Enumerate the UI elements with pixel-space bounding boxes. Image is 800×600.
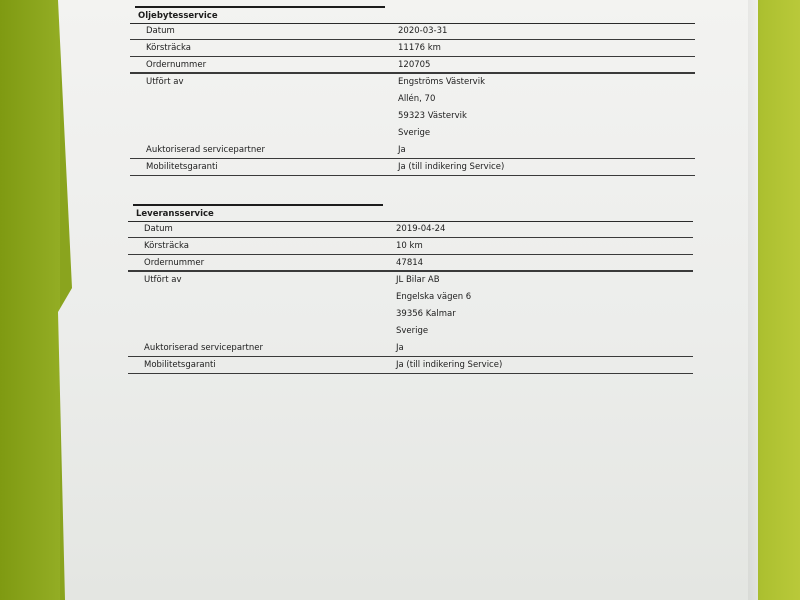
row-label: Mobilitetsgaranti	[144, 360, 216, 370]
row-mobilitetsgaranti	[128, 357, 693, 374]
address-row	[128, 323, 693, 340]
row-partner	[130, 142, 695, 159]
row-value: 10 km	[396, 241, 423, 251]
address-row	[130, 108, 695, 125]
row-label: Utfört av	[144, 275, 182, 285]
row-mobilitetsgaranti	[130, 159, 695, 176]
address-line: Engströms Västervik	[398, 77, 485, 87]
row-label: Auktoriserad servicepartner	[144, 343, 263, 353]
row-label: Körsträcka	[144, 241, 189, 251]
row-value: 120705	[398, 60, 431, 70]
row-value: Ja (till indikering Service)	[396, 360, 503, 370]
row-label: Mobilitetsgaranti	[146, 162, 218, 172]
row-divider	[130, 175, 695, 176]
row-value: 11176 km	[398, 43, 441, 53]
section-title: Leveransservice	[136, 209, 214, 219]
address-line: Engelska vägen 6	[396, 292, 472, 302]
row-utfort-av	[128, 272, 693, 289]
address-row	[130, 125, 695, 142]
row-datum	[130, 23, 695, 40]
address-row	[128, 306, 693, 323]
green-background-left	[0, 0, 60, 600]
address-line: Sverige	[398, 128, 431, 138]
header-bar	[135, 6, 385, 8]
row-label: Utfört av	[146, 77, 184, 87]
row-datum	[128, 221, 693, 238]
row-value: Ja	[398, 145, 406, 155]
row-divider	[128, 373, 693, 374]
section-title: Oljebytesservice	[138, 11, 218, 21]
row-value: 2020-03-31	[398, 26, 448, 36]
row-label: Ordernummer	[144, 258, 205, 268]
section-header	[128, 204, 693, 221]
row-ordernummer	[128, 255, 693, 272]
row-ordernummer	[130, 57, 695, 74]
row-utfort-av	[130, 74, 695, 91]
row-value: Ja	[396, 343, 404, 353]
row-value: 47814	[396, 258, 424, 268]
row-korstracka	[128, 238, 693, 255]
row-korstracka	[130, 40, 695, 57]
row-label: Datum	[144, 224, 173, 234]
row-value: 2019-04-24	[396, 224, 446, 234]
row-label: Ordernummer	[146, 60, 207, 70]
section-header	[130, 6, 695, 23]
row-value: Ja (till indikering Service)	[398, 162, 505, 172]
address-line: 59323 Västervik	[398, 111, 467, 121]
section-oljebytesservice	[130, 6, 695, 176]
row-label: Körsträcka	[146, 43, 191, 53]
address-line: JL Bilar AB	[396, 275, 440, 285]
address-row	[130, 91, 695, 108]
paper-edge-shadow	[748, 0, 762, 600]
row-partner	[128, 340, 693, 357]
row-label: Auktoriserad servicepartner	[146, 145, 265, 155]
address-line: 39356 Kalmar	[396, 309, 456, 319]
row-label: Datum	[146, 26, 175, 36]
section-leveransservice	[128, 204, 693, 374]
address-line: Allén, 70	[398, 94, 436, 104]
address-line: Sverige	[396, 326, 429, 336]
address-row	[128, 289, 693, 306]
header-bar	[133, 204, 383, 206]
